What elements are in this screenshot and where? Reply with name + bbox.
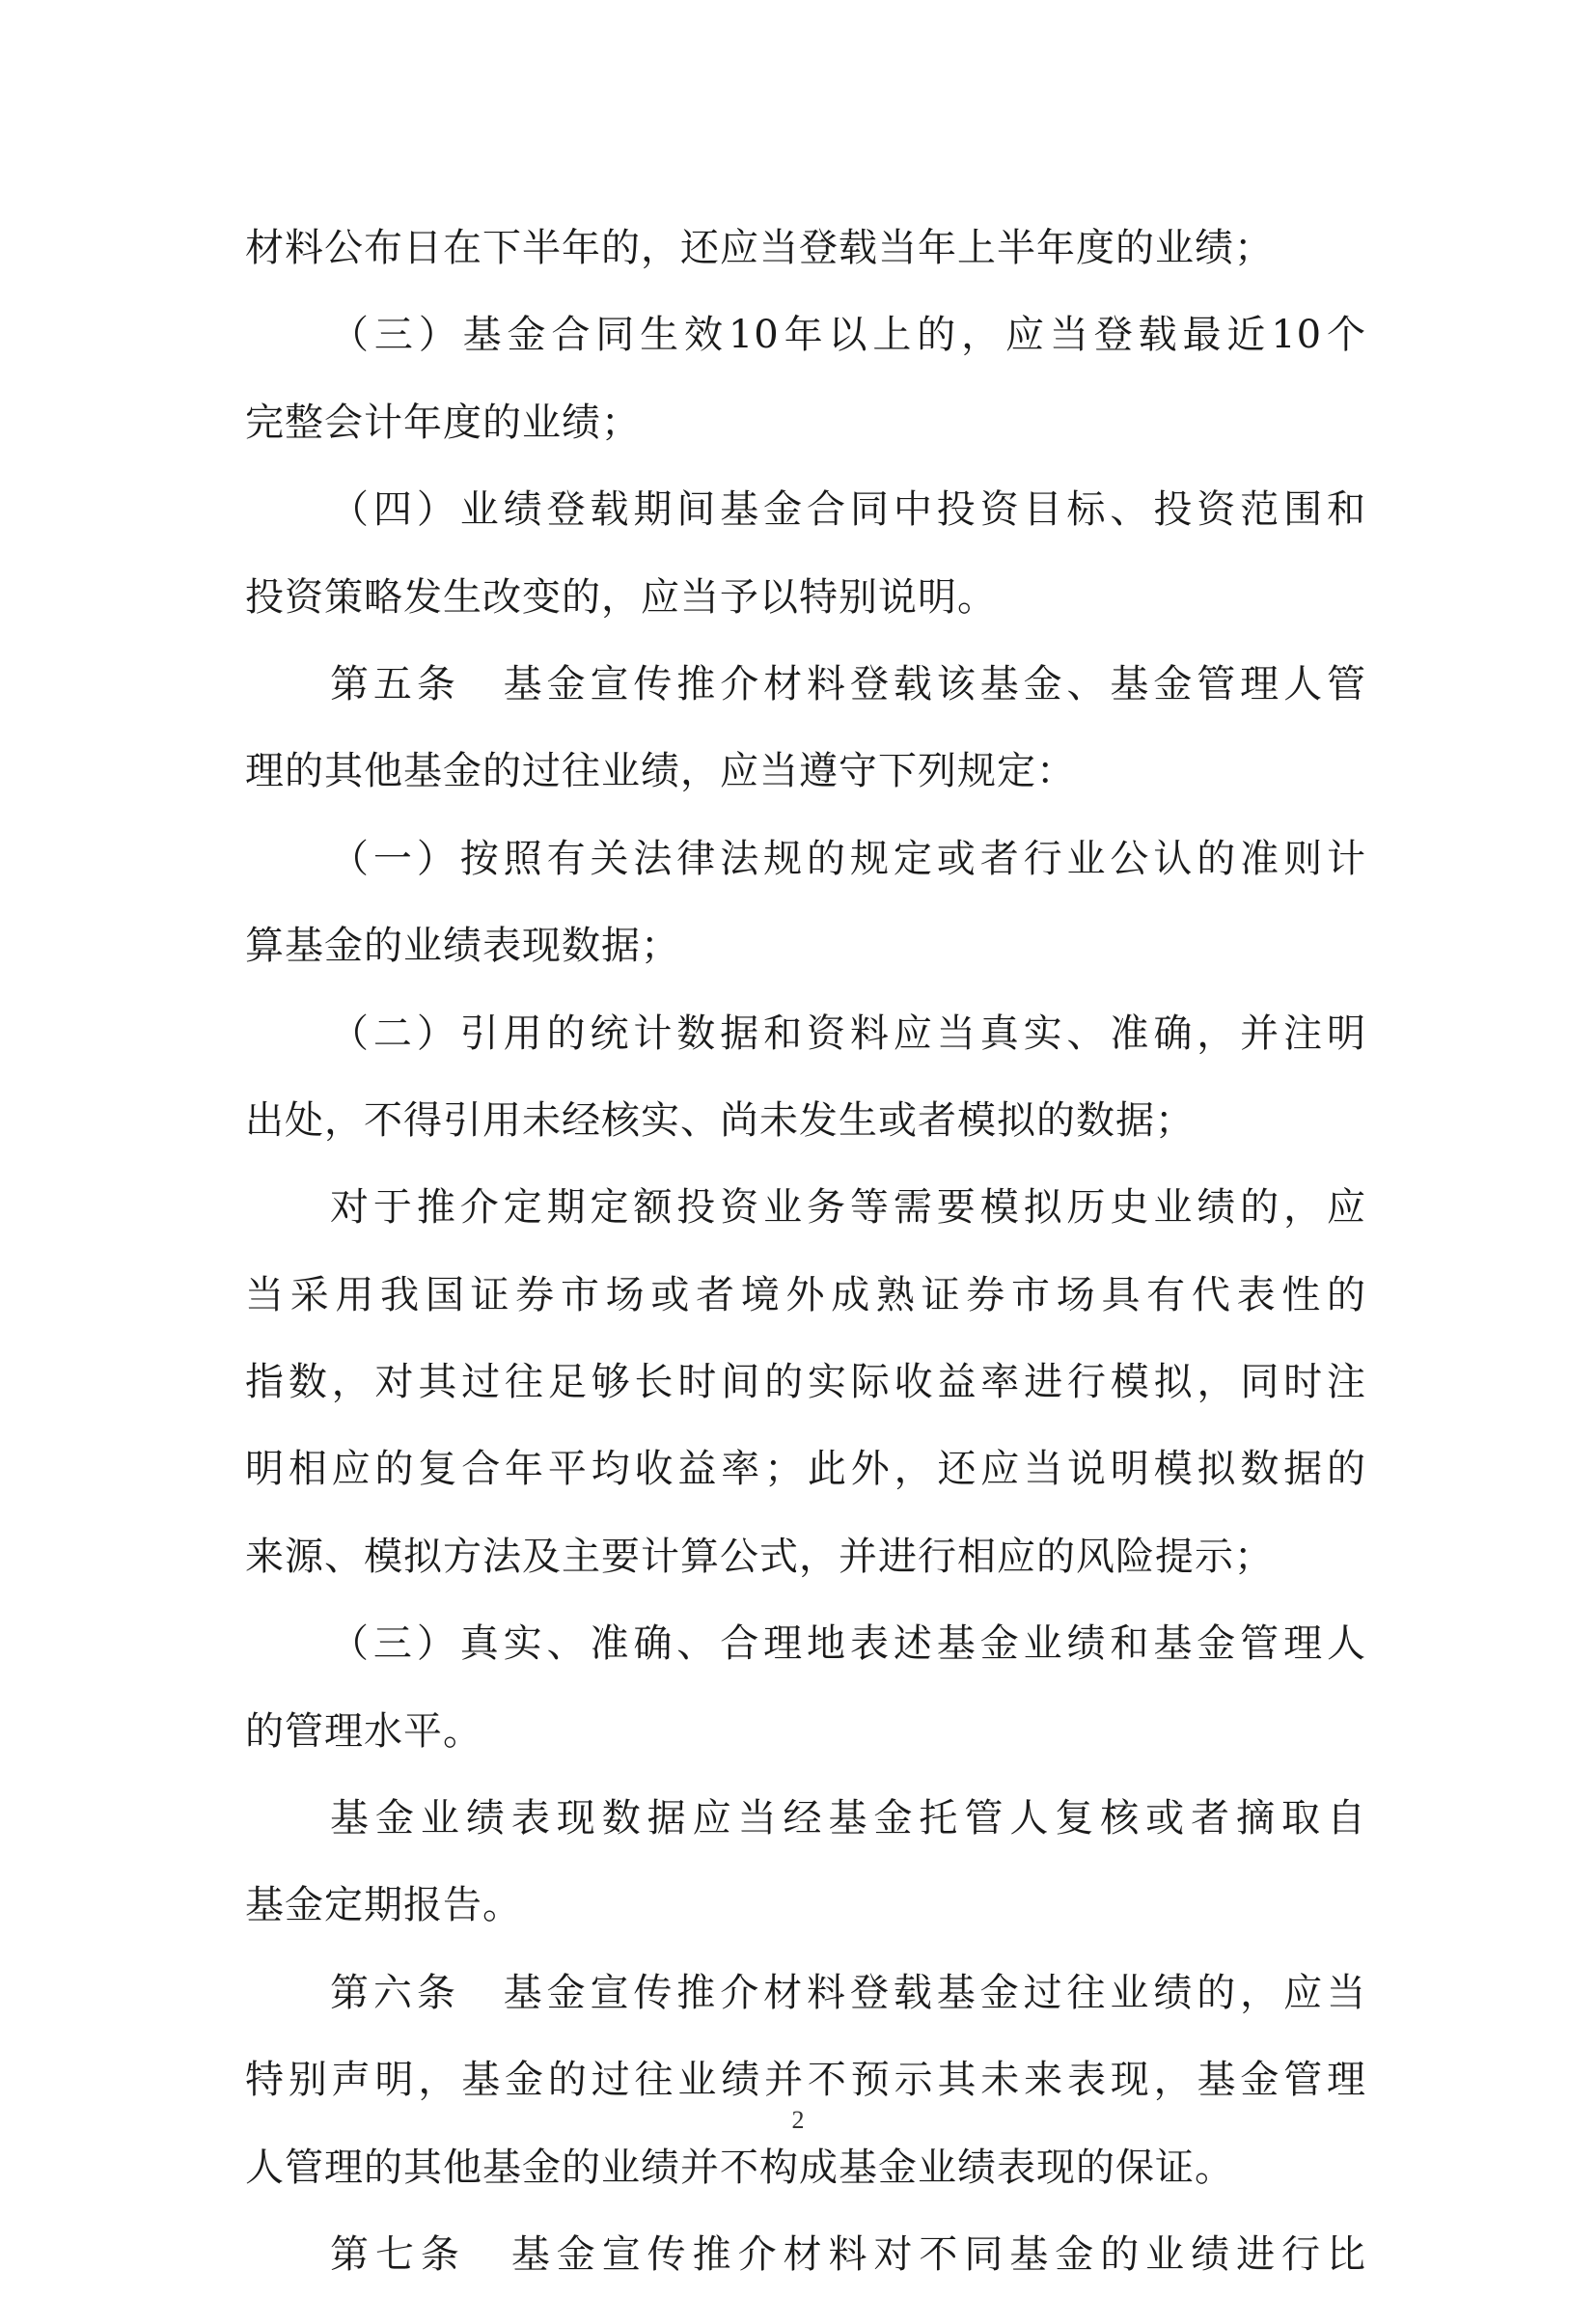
text-line: （二）引用的统计数据和资料应当真实、准确，并注明 [330, 1011, 1366, 1056]
text-line: 来源、模拟方法及主要计算公式，并进行相应的风险提示； [245, 1534, 1274, 1579]
text-line: 算基金的业绩表现数据； [245, 924, 680, 969]
text-line: 第六条 基金宣传推介材料登载基金过往业绩的，应当 [330, 1970, 1366, 2015]
text-line: 材料公布日在下半年的，还应当登载当年上半年度的业绩； [245, 226, 1274, 270]
text-line: 人管理的其他基金的业绩并不构成基金业绩表现的保证。 [245, 2145, 1234, 2190]
text-line: 第七条 基金宣传推介材料对不同基金的业绩进行比 [330, 2231, 1366, 2277]
text-line: （一）按照有关法律法规的规定或者行业公认的准则计 [330, 836, 1366, 881]
text-line: 基金定期报告。 [245, 1883, 522, 1928]
body-text [245, 205, 1366, 2298]
text-line: （三）基金合同生效10年以上的，应当登载最近10个 [330, 313, 1366, 358]
text-line: 投资策略发生改变的，应当予以特别说明。 [245, 574, 997, 620]
page-number: 2 [791, 2106, 805, 2134]
text-line: 对于推介定期定额投资业务等需要模拟历史业绩的，应 [330, 1185, 1366, 1231]
text-line: 的管理水平。 [245, 1708, 482, 1754]
text-line: 出处，不得引用未经核实、尚未发生或者模拟的数据； [245, 1097, 1195, 1143]
text-line: 特别声明，基金的过往业绩并不预示其未来表现，基金管理 [245, 2058, 1366, 2103]
text-line: 明相应的复合年平均收益率；此外，还应当说明模拟数据的 [245, 1447, 1366, 1492]
text-line: 当采用我国证券市场或者境外成熟证券市场具有代表性的 [245, 1272, 1366, 1317]
text-line: 理的其他基金的过往业绩，应当遵守下列规定： [245, 749, 1076, 794]
text-line: 指数，对其过往足够长时间的实际收益率进行模拟，同时注 [245, 1360, 1366, 1405]
text-line: 第五条 基金宣传推介材料登载该基金、基金管理人管 [330, 661, 1366, 706]
text-line: 完整会计年度的业绩； [245, 400, 641, 445]
text-line: 基金业绩表现数据应当经基金托管人复核或者摘取自 [330, 1796, 1366, 1841]
text-line: （三）真实、准确、合理地表述基金业绩和基金管理人 [330, 1621, 1366, 1667]
text-line: （四）业绩登载期间基金合同中投资目标、投资范围和 [330, 487, 1366, 533]
